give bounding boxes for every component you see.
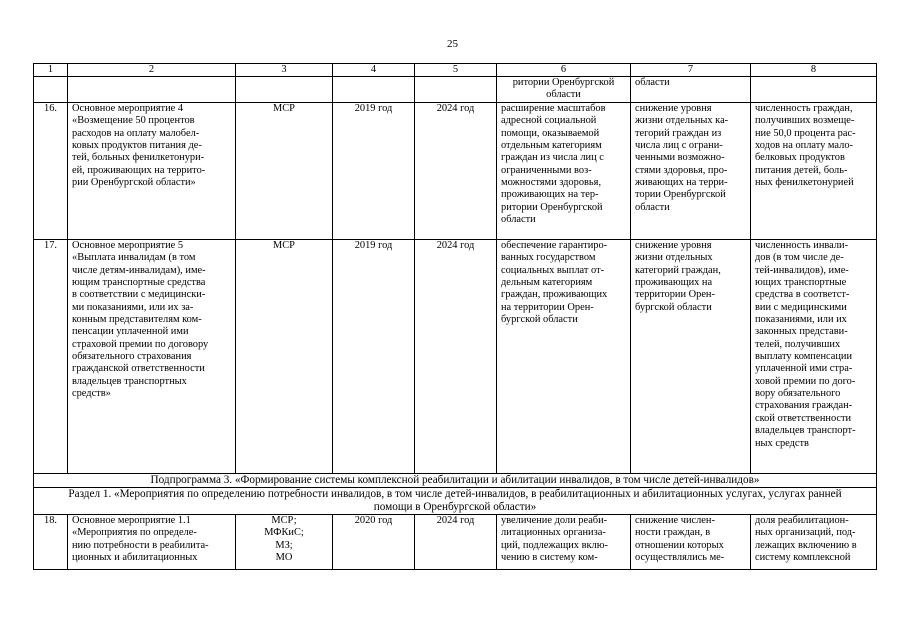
end-year: 2024 год — [415, 515, 497, 570]
activities-table — [33, 63, 877, 570]
header-col-1: 1 — [34, 64, 68, 77]
row-number: 16. — [34, 103, 68, 240]
indicator-link: доля реабилитацион- ных организаций, под- лежащих включению в систему комплексной — [751, 515, 877, 570]
indicator-link: численность граждан, получивших возмеще- ние 50,0 процента рас- ходов на оплату мало- белковых продуктов питания детей, боль- ных фенилкетонурией — [751, 103, 877, 240]
header-col-6: 6 — [497, 64, 631, 77]
activity-name: Основное мероприятие 1.1 «Мероприятия по определе- нию потребности в реабилита- ционных и абилитационных — [68, 515, 236, 570]
expected-result: расширение масштабов адресной социальной помощи, оказываемой отдельным категориям граждан из числа лиц с ограниченными воз- можностями здоровья, проживающих на тер- ритории Оренбургской области — [497, 103, 631, 240]
subprogram-row — [34, 474, 877, 488]
activity-name: Основное мероприятие 4 «Возмещение 50 процентов расходов на оплату малобел- ковых продуктов питания де- тей, больных фенилкетонури- ей, проживающих на террито- рии Оренбургской области» — [68, 103, 236, 240]
activity-name: Основное мероприятие 5 «Выплата инвалидам (в том числе детям-инвалидам), име- ющим транспортные средства в соответствии с медицински- ми показаниями, или их за- конным представителям ком- пенсации уплаченной ими страховой премии по договору обязательного страхования гражданской ответственности владельцев транспортных средств» — [68, 240, 236, 474]
continuation-row — [34, 77, 877, 103]
non-implementation-consequence: снижение уровня жизни отдельных ка- тегорий граждан из числа лиц с ограни- ченными возможно- стями здоровья, про- живающих на терри- тории Оренбургской области — [631, 103, 751, 240]
executor: МСР; МФКиС; МЗ; МО — [236, 515, 333, 570]
table-row-18 — [34, 515, 877, 570]
end-year: 2024 год — [415, 103, 497, 240]
section-row — [34, 488, 877, 515]
non-implementation-consequence: снижение числен- ности граждан, в отношении которых осуществлялись ме- — [631, 515, 751, 570]
header-col-2: 2 — [68, 64, 236, 77]
row-number: 18. — [34, 515, 68, 570]
executor: МСР — [236, 103, 333, 240]
expected-result: увеличение доли реаби- литационных организа- ций, подлежащих вклю- чению в систему ком- — [497, 515, 631, 570]
cont-result-cell: ритории Оренбургской области — [497, 77, 631, 103]
header-col-7: 7 — [631, 64, 751, 77]
row-number: 17. — [34, 240, 68, 474]
cont-consequence-cell: области — [631, 77, 751, 103]
expected-result: обеспечение гарантиро- ванных государством социальных выплат от- дельным категориям граждан, проживающих на территории Орен- бургской области — [497, 240, 631, 474]
table-row-16 — [34, 103, 877, 240]
non-implementation-consequence: снижение уровня жизни отдельных категорий граждан, проживающих на территории Орен- бургской области — [631, 240, 751, 474]
header-col-5: 5 — [415, 64, 497, 77]
start-year: 2020 год — [333, 515, 415, 570]
section-title: Раздел 1. «Мероприятия по определению потребности инвалидов, в том числе детей-инвалидов, в реабилитационных и абилитационных услугах, услугах ранней помощи в Оренбургской области» — [34, 488, 877, 515]
header-col-8: 8 — [751, 64, 877, 77]
end-year: 2024 год — [415, 240, 497, 474]
header-col-4: 4 — [333, 64, 415, 77]
page-number: 25 — [447, 38, 458, 50]
start-year: 2019 год — [333, 240, 415, 474]
executor: МСР — [236, 240, 333, 474]
column-number-row — [34, 64, 877, 77]
indicator-link: численность инвали- дов (в том числе де- тей-инвалидов), име- ющих транспортные средства в соответст- вии с медицинскими показаниями, или их законных представи- телей, получивших выплату компенсации уплаченной ими стра- ховой премии по дого- вору обязательного страхования граждан- ской ответственности владельцев транспорт- ных средств — [751, 240, 877, 474]
start-year: 2019 год — [333, 103, 415, 240]
table-row-17 — [34, 240, 877, 474]
header-col-3: 3 — [236, 64, 333, 77]
subprogram-title: Подпрограмма 3. «Формирование системы комплексной реабилитации и абилитации инвалидов, в том числе детей-инвалидов» — [34, 474, 877, 488]
